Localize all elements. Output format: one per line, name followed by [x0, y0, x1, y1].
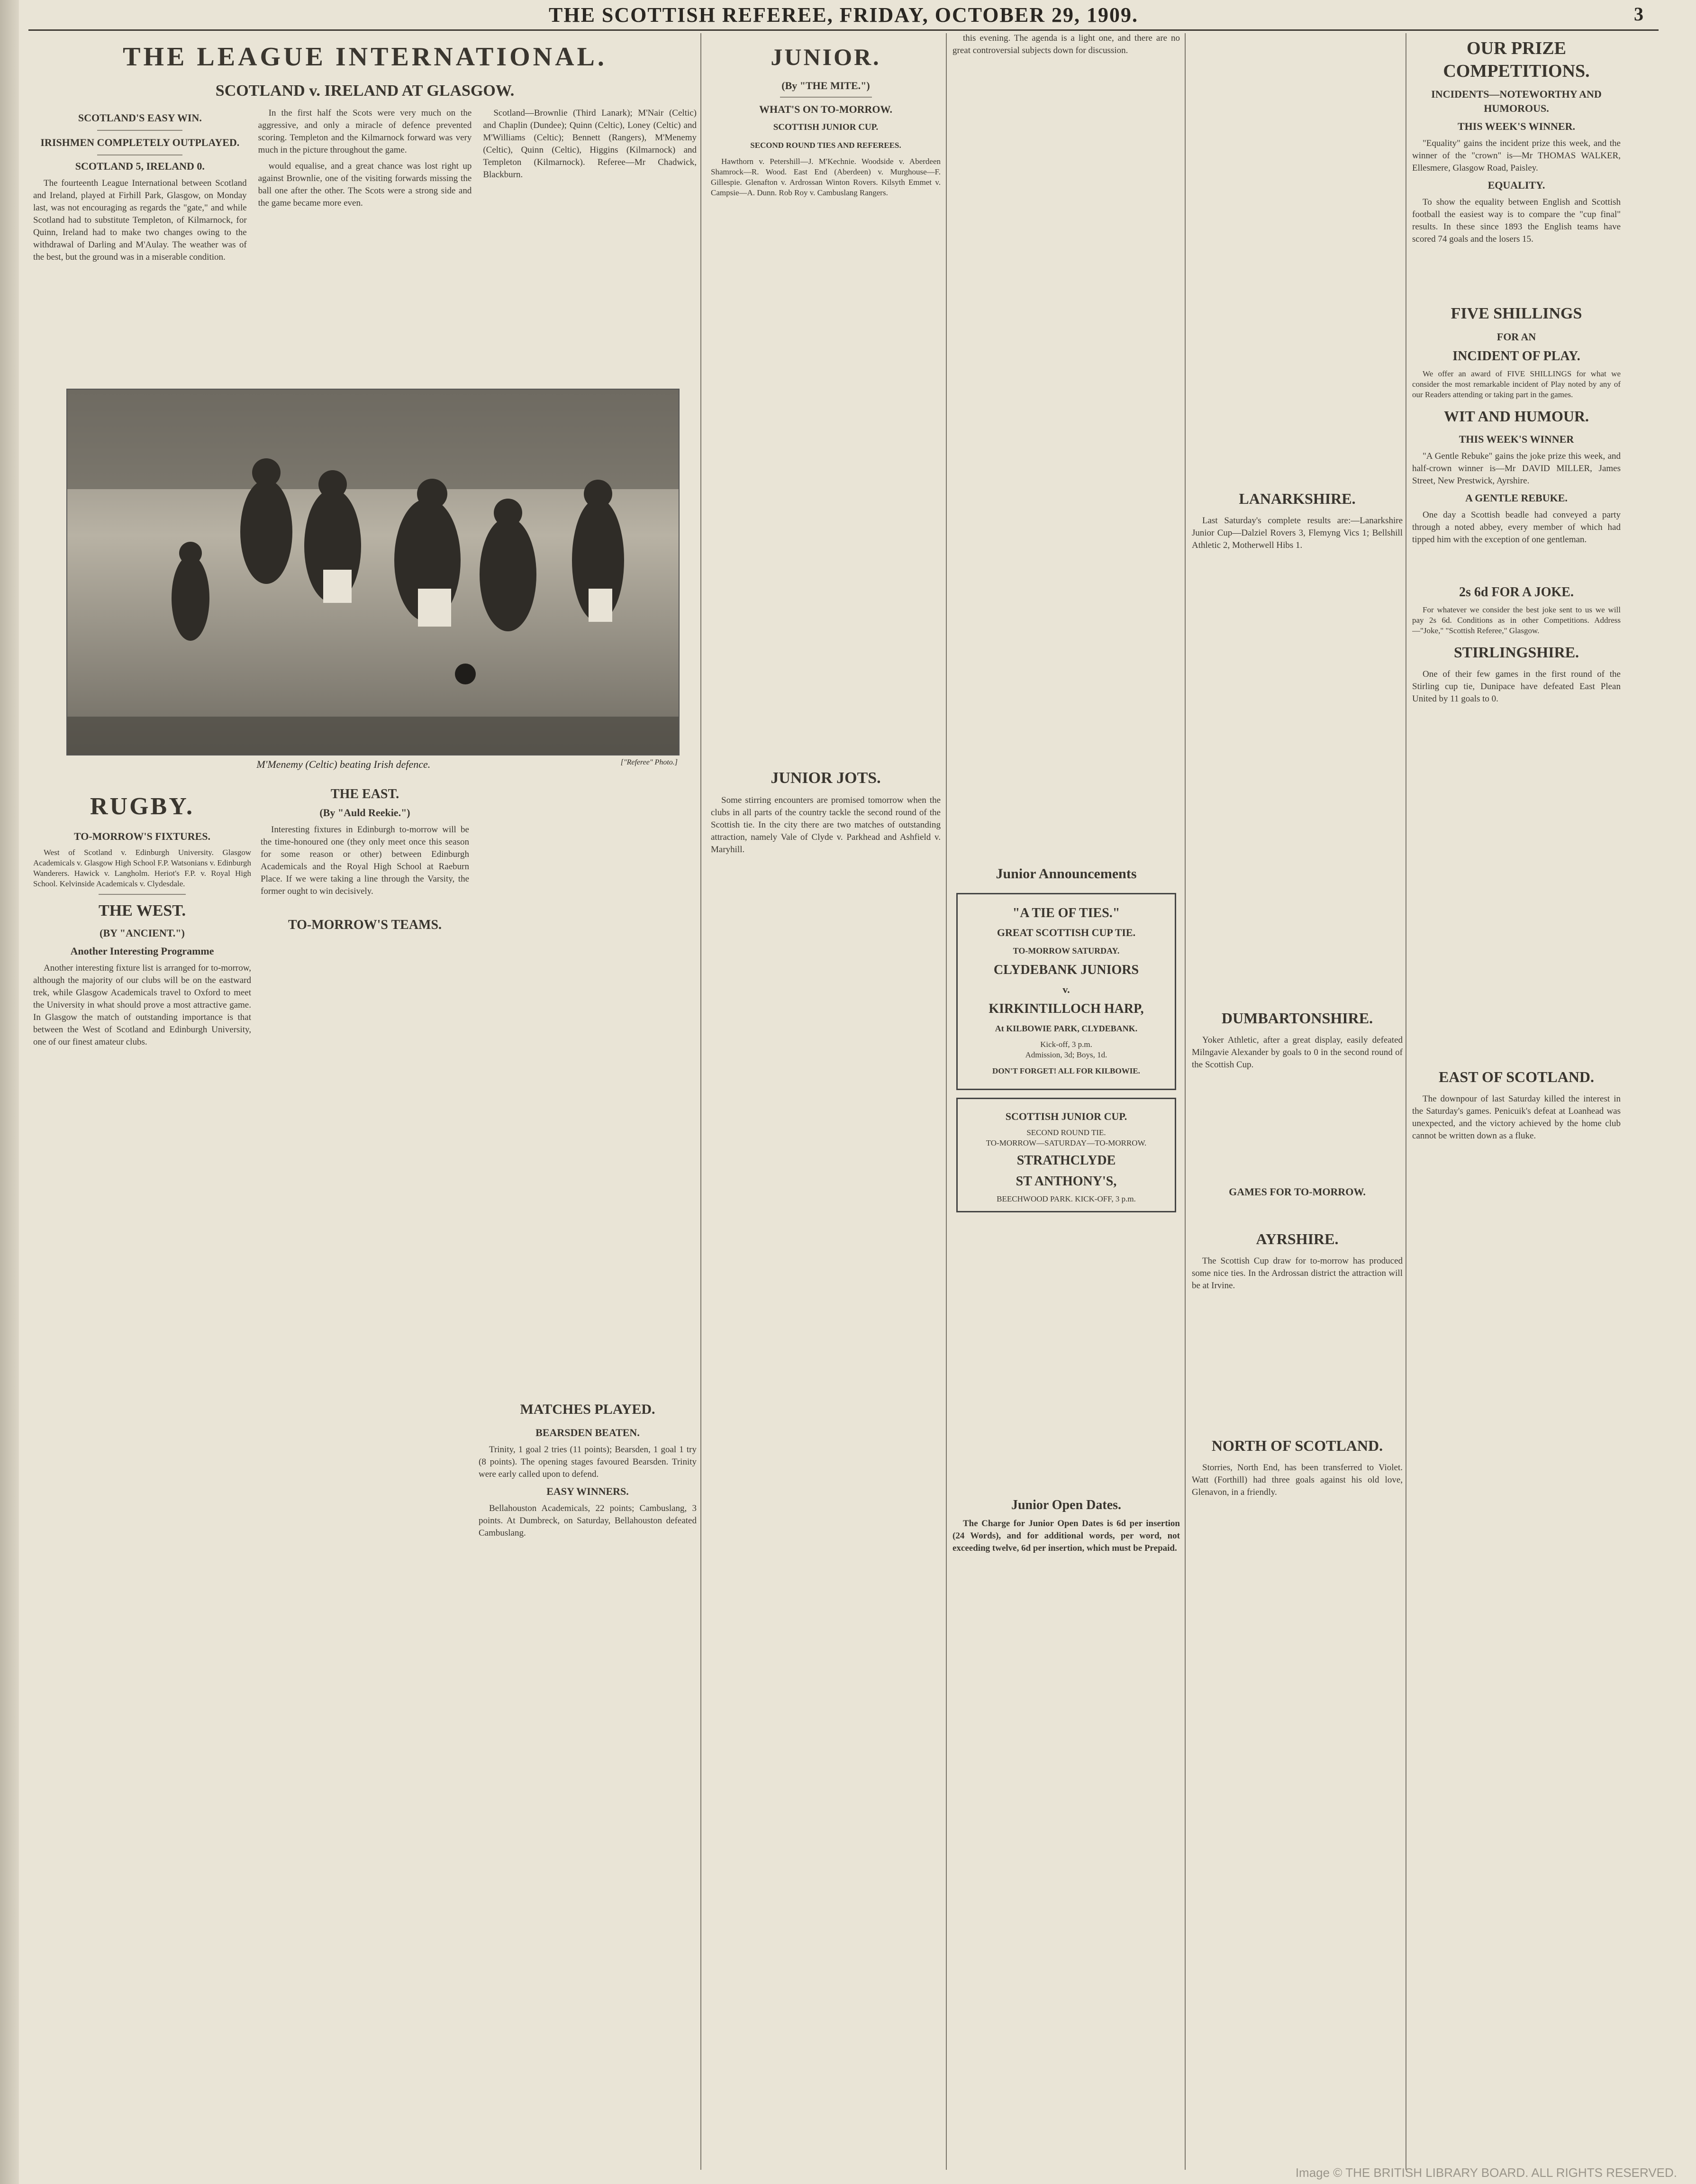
- rugby-east-body: Interesting fixtures in Edinburgh to-morrow will be the time-honoured one (they only meet once this season for some reason or other) between Edinburgh Academicals and the Royal High School at Raeburn Place. If we were taking a line through the Varsity, the former ought to win decisively.: [261, 825, 469, 896]
- league-body3: would equalise, and a great chance was lost right up against Brownlie, one of the visiting forwards missing the ball one after the other. The Scots were a strong side and the game became more even.: [258, 161, 472, 208]
- tie-venue: At KILBOWIE PARK, CLYDEBANK.: [995, 1024, 1138, 1033]
- announcements-column: [952, 32, 1180, 2175]
- five-shillings-sub: FOR AN: [1496, 331, 1536, 343]
- league-subtitle: SCOTLAND v. IRELAND AT GLASGOW.: [215, 82, 515, 100]
- junior-ties: Hawthorn v. Petershill—J. M'Kechnie. Woodside v. Aberdeen Shamrock—R. Wood. East End (Aberdeen) v. Murghouse—F. Gillespie. Glenafton v. Ardrossan Winton Rovers. Kilsyth Emmet v. Campsie—A. Dunn. Rob Roy v. Cambuslang Rangers.: [711, 157, 941, 197]
- league-kicker2: IRISHMEN COMPLETELY OUTPLAYED.: [40, 136, 240, 148]
- tie-admission: Admission, 3d; Boys, 1d.: [1025, 1050, 1107, 1059]
- junior-column: [711, 32, 941, 2175]
- winner-body: "Equality" gains the incident prize this week, and the winner of the "crown" is—Mr THOMAS WALKER, Ellesmere, Glasgow Road, Paisley.: [1412, 138, 1621, 173]
- wit-winner: THIS WEEK'S WINNER: [1459, 433, 1574, 445]
- league-article: [33, 32, 697, 388]
- tie-dont-forget: DON'T FORGET! ALL FOR KILBOWIE.: [992, 1066, 1140, 1075]
- league-body2: In the first half the Scots were very much on the aggressive, and only a miracle of defence prevented scoring. Templeton and the Kilmarnock forward was very much in the picture throughout the game.: [258, 108, 472, 155]
- divider: [99, 894, 186, 895]
- junior-round-title: SECOND ROUND TIES AND REFEREES.: [750, 141, 901, 150]
- masthead-title: THE SCOTTISH REFEREE, FRIDAY, OCTOBER 29, 1909.: [549, 3, 1138, 27]
- easy-winners-title: EASY WINNERS.: [546, 1485, 629, 1497]
- easy-winners-body: Bellahouston Academicals, 22 points; Cambuslang, 3 points. At Dumbreck, on Saturday, Bellahouston defeated Cambuslang.: [479, 1503, 697, 1538]
- prize-column: [1412, 32, 1621, 2175]
- ayrshire-title: AYRSHIRE.: [1256, 1230, 1339, 1247]
- photo-credit: ["Referee" Photo.]: [620, 758, 678, 766]
- rugby-west-byline: (BY "ANCIENT."): [100, 927, 185, 939]
- junior-cup-title: SCOTTISH JUNIOR CUP.: [773, 122, 879, 132]
- rebuke-body: One day a Scottish beadle had conveyed a party through a noted abbey, every member of which had tipped him with the exception of one gentleman.: [1412, 510, 1621, 545]
- announcements-title: Junior Announcements: [996, 866, 1137, 882]
- incident-of-play-title: INCIDENT OF PLAY.: [1452, 349, 1580, 364]
- stirlingshire-body: One of their few games in the first round of the Stirling cup tie, Dunipace have defeated East Plean United by 11 goals to 0.: [1412, 669, 1621, 704]
- rugby-fixtures: West of Scotland v. Edinburgh University. Glasgow Academicals v. Glasgow High School F.P. Watsonians v. Edinburgh Wanderers. Hawick v. Langholm. Heriot's F.P. v. Royal High School. Kelvinside Academicals v. Clydesdale.: [33, 848, 251, 888]
- joke-title: 2s 6d FOR A JOKE.: [1459, 585, 1574, 600]
- east-scotland-body: The downpour of last Saturday killed the interest in the Saturday's games. Penicuik's defeat at Loanhead was unexpected, and the victory achieved by the home club cannot be written down as a fluke.: [1412, 1094, 1621, 1141]
- matches-title: MATCHES PLAYED.: [520, 1401, 655, 1417]
- sjc-team2: ST ANTHONY'S,: [1016, 1174, 1117, 1189]
- rugby-west-kicker: Another Interesting Programme: [70, 945, 214, 957]
- tie-of-ties-ad: [956, 893, 1176, 1090]
- rugby-column: [33, 782, 251, 2175]
- dumbartonshire-body: Yoker Athletic, after a great display, easily defeated Milngavie Alexander by goals to 0 in the second round of the Scottish Cup.: [1192, 1035, 1403, 1070]
- winner-title: THIS WEEK'S WINNER.: [1458, 120, 1575, 132]
- page-edge-shadow: [0, 0, 19, 2184]
- rugby-teams-title: TO-MORROW'S TEAMS.: [288, 918, 442, 932]
- sjc-round: SECOND ROUND TIE.: [1026, 1128, 1106, 1137]
- bearsden-title: BEARSDEN BEATEN.: [535, 1427, 640, 1438]
- junior-jots-title: JUNIOR JOTS.: [771, 769, 881, 787]
- rugby-east-column: [261, 782, 469, 2175]
- sjc-venue: BEECHWOOD PARK. KICK-OFF, 3 p.m.: [997, 1194, 1136, 1203]
- junior-title: JUNIOR.: [771, 44, 881, 70]
- east-scotland-title: EAST OF SCOTLAND.: [1438, 1068, 1595, 1085]
- strathclyde-ad: [956, 1098, 1176, 1212]
- league-col-a: [33, 107, 247, 267]
- lanarkshire-title: LANARKSHIRE.: [1239, 490, 1356, 507]
- wit-body: "A Gentle Rebuke" gains the joke prize this week, and half-crown winner is—Mr DAVID MILLER, James Street, New Prestwick, Ayrshire.: [1412, 451, 1621, 486]
- rugby-fixtures-title: TO-MORROW'S FIXTURES.: [73, 830, 211, 842]
- column-rule: [1185, 33, 1186, 2170]
- league-col-b: [258, 107, 472, 267]
- rebuke-title: A GENTLE REBUKE.: [1465, 492, 1568, 504]
- league-title: THE LEAGUE INTERNATIONAL.: [123, 42, 607, 72]
- sjc-team1: STRATHCLYDE: [1016, 1153, 1116, 1168]
- five-shillings-body: We offer an award of FIVE SHILLINGS for what we consider the most remarkable incident of Play noted by any of our Readers attending or taking part in the games.: [1412, 369, 1621, 399]
- tie-sub: GREAT SCOTTISH CUP TIE.: [997, 927, 1136, 938]
- match-photo-illustration: [67, 390, 679, 755]
- junior-continued: this evening. The agenda is a light one, and there are no great controversial subjects down for discussion.: [952, 33, 1180, 55]
- whats-on-title: WHAT'S ON TO-MORROW.: [759, 103, 892, 115]
- dumbartonshire-title: DUMBARTONSHIRE.: [1221, 1010, 1373, 1027]
- rugby-west-title: THE WEST.: [99, 902, 186, 919]
- photo-caption-text: M'Menemy (Celtic) beating Irish defence.: [256, 758, 431, 770]
- match-photo: [66, 389, 680, 755]
- incidents-title: INCIDENTS—NOTEWORTHY AND HUMOROUS.: [1431, 88, 1602, 114]
- sjc-date: TO-MORROW—SATURDAY—TO-MORROW.: [986, 1138, 1147, 1147]
- tie-team1: CLYDEBANK JUNIORS: [993, 963, 1139, 977]
- junior-jots-body: Some stirring encounters are promised tomorrow when the clubs in all parts of the country tackle the second round of the Scottish tie. In the city there are two matches of outstanding attraction, namely Vale of Clyde v. Parkhead and Ashfield v. Maryhill.: [711, 795, 941, 855]
- divider: [780, 97, 872, 98]
- stirlingshire-title: STIRLINGSHIRE.: [1453, 644, 1579, 661]
- equality-body: To show the equality between English and Scottish football the easiest way is to compare the "cup final" results. In these since 1893 the English teams have scored 74 goals and the losers 15.: [1412, 197, 1621, 244]
- prize-title: OUR PRIZE COMPETITIONS.: [1443, 38, 1590, 81]
- tie-vs: v.: [1062, 983, 1070, 995]
- bearsden-body: Trinity, 1 goal 2 tries (11 points); Bearsden, 1 goal 1 try (8 points). The opening stages favoured Bearsden. Trinity were early called upon to defend.: [479, 1445, 697, 1479]
- open-dates-title: Junior Open Dates.: [1011, 1498, 1122, 1512]
- column-rule: [946, 33, 947, 2170]
- rugby-east-byline: (By "Auld Reekie."): [319, 807, 410, 819]
- tie-kickoff: Kick-off, 3 p.m.: [1040, 1040, 1092, 1049]
- league-score: SCOTLAND 5, IRELAND 0.: [75, 160, 205, 172]
- matches-column: [479, 782, 697, 2175]
- league-col-c: [483, 107, 697, 267]
- joke-body: For whatever we consider the best joke sent to us we will pay 2s 6d. Conditions as in other Competitions. Address—"Joke," "Scottish Referee," Glasgow.: [1412, 605, 1621, 635]
- league-kicker1: SCOTLAND'S EASY WIN.: [78, 112, 202, 124]
- page-number: 3: [1634, 3, 1644, 25]
- rugby-east-title: THE EAST.: [330, 787, 399, 801]
- tie-title: "A TIE OF TIES.": [1012, 906, 1120, 920]
- photo-caption: [66, 758, 678, 771]
- rugby-west-body: Another interesting fixture list is arranged for to-morrow, although the majority of our clubs will be on the eastward trek, while Glasgow Academicals travel to Oxford to meet the University in what should prove a most attractive game. In Glasgow the match of outstanding importance is that between the West of Scotland and Edinburgh University, one of our finest amateur clubs.: [33, 963, 251, 1047]
- sjc-title: SCOTTISH JUNIOR CUP.: [1005, 1110, 1127, 1122]
- equality-title: EQUALITY.: [1487, 179, 1545, 191]
- regional-column: [1192, 32, 1403, 2175]
- league-body1: The fourteenth League International between Scotland and Ireland, played at Firhill Park, Glasgow, on Monday last, was not encouraging as regards the "gate," and while Scotland had to substitute Templeton, of Kilmarnock, for Quinn, Ireland had to make two changes owing to the withdrawal of Darling and M'Aulay. The weather was of the best, but the ground was in a miserable condition.: [33, 178, 247, 262]
- games-tomorrow-title: GAMES FOR TO-MORROW.: [1229, 1186, 1366, 1198]
- lanarkshire-body: Last Saturday's complete results are:—Lanarkshire Junior Cup—Dalziel Rovers 3, Flemyng Vics 1; Bellshill Athletic 2, Motherwell Hibs 1.: [1192, 516, 1403, 550]
- column-rule: [700, 33, 701, 2170]
- five-shillings-title: FIVE SHILLINGS: [1451, 305, 1582, 322]
- ayrshire-body: The Scottish Cup draw for to-morrow has produced some nice ties. In the Ardrossan district the attraction will be at Irvine.: [1192, 1256, 1403, 1291]
- tie-team2: KIRKINTILLOCH HARP,: [989, 1001, 1144, 1016]
- masthead: [28, 0, 1659, 31]
- north-title: NORTH OF SCOTLAND.: [1211, 1437, 1383, 1454]
- junior-byline: (By "THE MITE."): [781, 80, 870, 91]
- tie-date: TO-MORROW SATURDAY.: [1013, 946, 1120, 956]
- divider: [97, 130, 182, 131]
- copyright-watermark: Image © THE BRITISH LIBRARY BOARD. ALL RIGHTS RESERVED.: [1295, 2166, 1677, 2180]
- wit-title: WIT AND HUMOUR.: [1443, 408, 1589, 425]
- league-body4: Scotland—Brownlie (Third Lanark); M'Nair (Celtic) and Chaplin (Dundee); Quinn (Celtic), Loney (Celtic) and M'Williams (Celtic); Bennett (Rangers), M'Menemy (Celtic), Quinn (Celtic), Higgins (Kilmarnock) and Templeton (Kilmarnock). Referee—Mr Chadwick, Blackburn.: [483, 108, 697, 180]
- rugby-title: RUGBY.: [90, 793, 194, 820]
- north-body: Storries, North End, has been transferred to Violet. Watt (Forthill) had three goals against his old love, Glenavon, in a friendly.: [1192, 1463, 1403, 1497]
- open-dates-body: The Charge for Junior Open Dates is 6d per insertion (24 Words), and for additional words, per word, not exceeding twelve, 6d per insertion, which must be Prepaid.: [952, 1519, 1180, 1553]
